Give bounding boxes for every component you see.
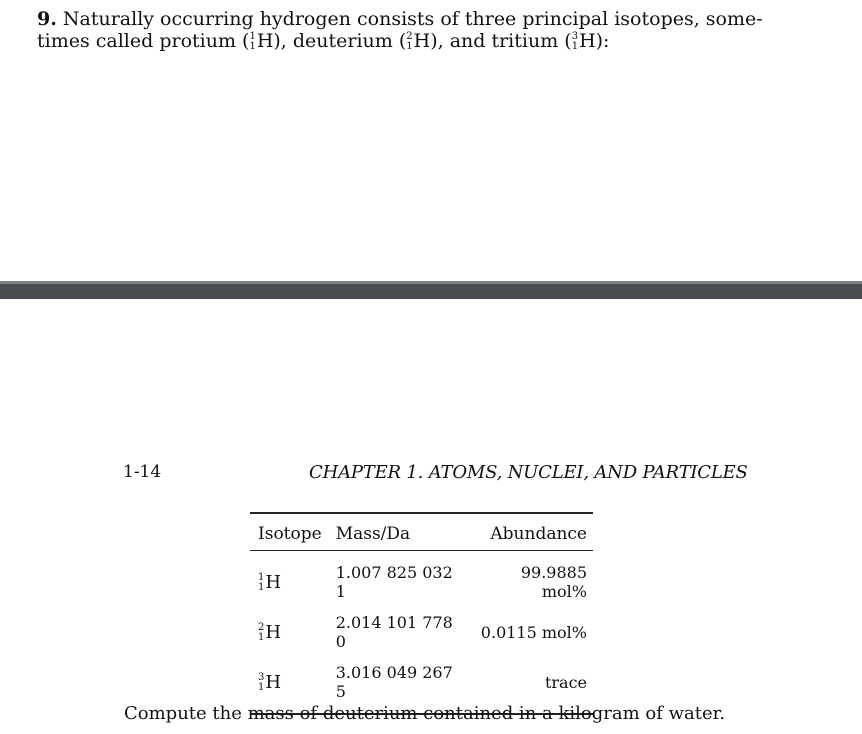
- isotope-table: [250, 512, 593, 715]
- text-segment: H), deuterium (: [256, 30, 407, 52]
- problem-line-2: [37, 30, 847, 52]
- abundance-cell: 0.0115 mol%: [480, 622, 587, 642]
- mass-cell: 1.007 825 032 1: [335, 563, 453, 601]
- table-header-row: [250, 514, 593, 551]
- header-isotope: Isotope: [250, 514, 328, 551]
- protium-nuclide-notation: [249, 32, 255, 52]
- atomic-number: 1: [258, 631, 265, 643]
- mass-number: 3: [258, 671, 265, 683]
- header-abundance: Abundance: [466, 514, 593, 551]
- element-symbol: H: [265, 671, 282, 693]
- atomic-number: 1: [249, 41, 256, 52]
- mass-number: 1: [249, 31, 256, 42]
- question-text: Compute the mass of deuterium contained in a kilogram of water.: [124, 703, 725, 724]
- table-row: [250, 551, 593, 608]
- page-separator: [0, 281, 862, 299]
- text-segment: H), and tritium (: [413, 30, 572, 52]
- atomic-number: 1: [571, 41, 579, 52]
- mass-number: 2: [406, 31, 413, 42]
- mass-cell: 3.016 049 267 5: [328, 657, 466, 714]
- tritium-nuclide-notation: [572, 32, 578, 52]
- text-segment: H):: [579, 30, 610, 52]
- problem-line-1: [37, 8, 847, 30]
- atomic-number: 1: [258, 681, 265, 693]
- text-segment: times called protium (: [37, 30, 250, 52]
- header-mass: Mass/Da: [328, 514, 466, 551]
- mass-number: 2: [258, 621, 265, 633]
- problem-number: 9.: [37, 8, 57, 30]
- table-row: [250, 607, 593, 657]
- mass-number: 3: [571, 31, 579, 42]
- atomic-number: 1: [258, 581, 265, 593]
- element-symbol: H: [265, 571, 282, 593]
- abundance-cell: 99.9885 mol%: [520, 563, 587, 601]
- isotope-cell: [250, 551, 328, 608]
- mass-cell: 2.014 101 778 0: [335, 613, 453, 651]
- nuclide-notation: [258, 623, 264, 643]
- nuclide-notation: [258, 573, 264, 593]
- atomic-number: 1: [406, 41, 413, 52]
- mass-number: 1: [258, 571, 265, 583]
- page-number: 1-14: [123, 462, 162, 482]
- running-head: CHAPTER 1. ATOMS, NUCLEI, AND PARTICLES: [309, 462, 748, 483]
- isotope-cell: [250, 607, 328, 657]
- problem-line-1-text: Naturally occurring hydrogen consists of three principal isotopes, some-: [62, 8, 763, 30]
- deuterium-nuclide-notation: [406, 32, 412, 52]
- nuclide-notation: [258, 673, 264, 693]
- element-symbol: H: [265, 621, 282, 643]
- problem-statement: [37, 8, 847, 52]
- abundance-cell: trace: [466, 657, 593, 714]
